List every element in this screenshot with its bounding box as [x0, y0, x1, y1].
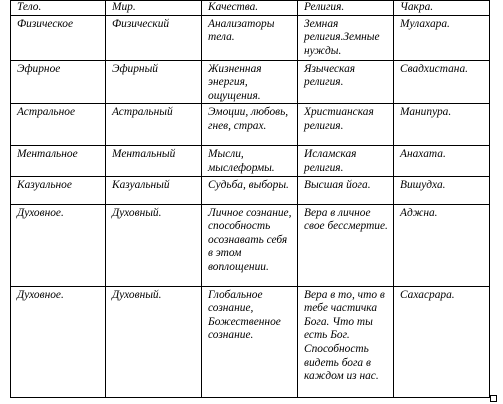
table-cell: Аджна. [394, 204, 490, 286]
table-cell: Исламская религия. [298, 146, 394, 176]
table-cell: Физический [106, 15, 202, 60]
table-row [11, 60, 490, 104]
table-cell: Свадхистана. [394, 60, 490, 104]
table-cell: Астральный [106, 104, 202, 146]
table-cell: Эфирное [11, 60, 106, 104]
table-cell: Ментальный [106, 146, 202, 176]
table-header-row [11, 1, 490, 16]
table-cell: Физическое [11, 15, 106, 60]
table-row [11, 176, 490, 204]
table-cell: Христианская религия. [298, 104, 394, 146]
header-cell-body: Тело. [11, 1, 106, 16]
table-cell: Земная религия.Земные нужды. [298, 15, 394, 60]
table-cell: Эмоции, любовь, гнев, страх. [202, 104, 298, 146]
header-cell-qualities: Качества. [202, 1, 298, 16]
table-cell: Вера в то, что в тебе частичка Бога. Что ты есть Бог. Способность видеть бога в каждом из нас. [298, 286, 394, 397]
header-cell-world: Мир. [106, 1, 202, 16]
table-cell: Вера в личное свое бессмертие. [298, 204, 394, 286]
table-cell: Жизненная энергия, ощущения. [202, 60, 298, 104]
table-cell: Манипура. [394, 104, 490, 146]
table-cell: Ментальное [11, 146, 106, 176]
table-cell: Языческая религия. [298, 60, 394, 104]
table-row [11, 146, 490, 176]
table-cell: Высшая йога. [298, 176, 394, 204]
table-cell: Личное сознание, способность осознавать себя в этом воплощении. [202, 204, 298, 286]
table-cell: Духовный. [106, 204, 202, 286]
table-cell: Сахасрара. [394, 286, 490, 397]
table-cell: Духовный. [106, 286, 202, 397]
header-cell-religion: Религия. [298, 1, 394, 16]
table-row [11, 104, 490, 146]
table-cell: Мулахара. [394, 15, 490, 60]
table-row [11, 204, 490, 286]
chakra-table [10, 0, 490, 398]
table-cell: Астральное [11, 104, 106, 146]
table-cell: Эфирный [106, 60, 202, 104]
table-cell: Духовное. [11, 204, 106, 286]
table-cell: Судьба, выборы. [202, 176, 298, 204]
table-cell: Казуальный [106, 176, 202, 204]
table-cell: Мысли, мыслеформы. [202, 146, 298, 176]
table-cell: Казуальное [11, 176, 106, 204]
table-row [11, 15, 490, 60]
table-cell: Духовное. [11, 286, 106, 397]
table-cell: Вишудха. [394, 176, 490, 204]
table-row [11, 286, 490, 397]
header-cell-chakra: Чакра. [394, 1, 490, 16]
table-cell: Анахата. [394, 146, 490, 176]
table-cell: Анализаторы тела. [202, 15, 298, 60]
table-cell: Глобальное сознание, Божественное сознание. [202, 286, 298, 397]
table-resize-handle[interactable] [490, 395, 497, 402]
